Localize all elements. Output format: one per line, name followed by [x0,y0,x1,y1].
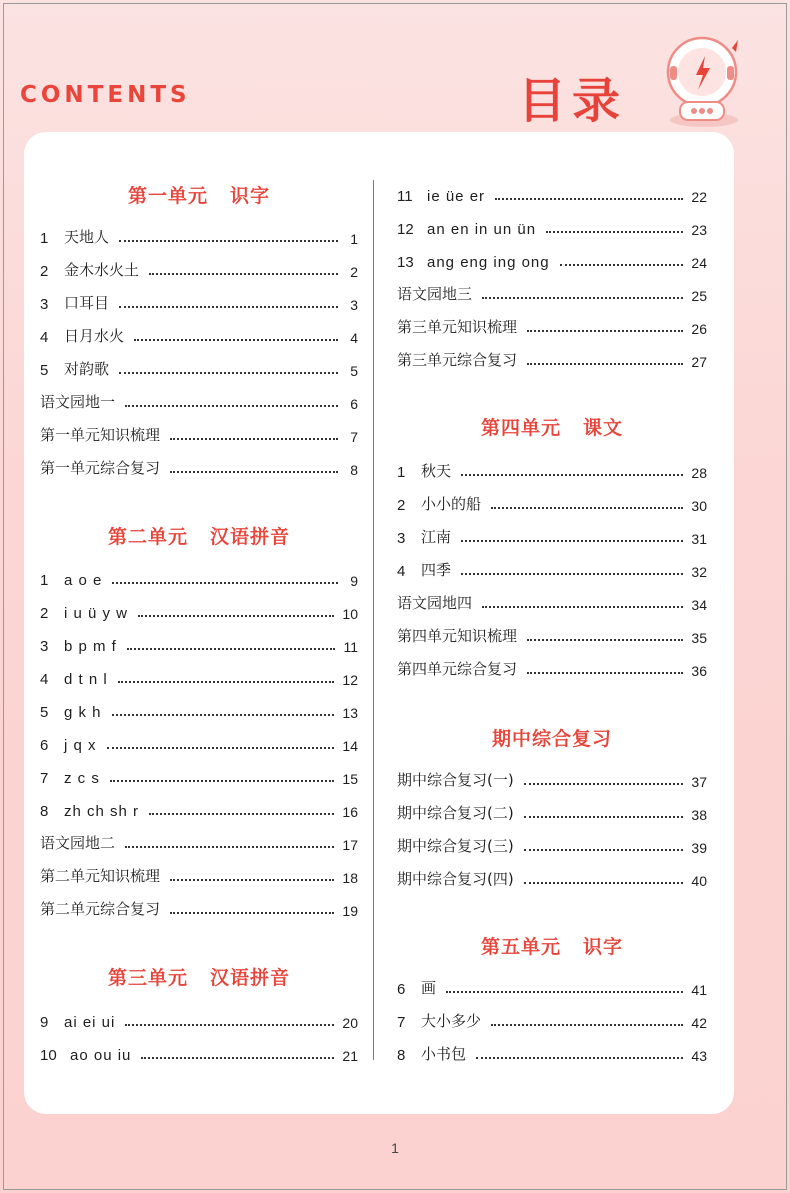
toc-entry[interactable]: 第三单元知识梳理 26 [397,318,707,337]
toc-entry[interactable]: 3 江南 31 [397,528,707,547]
toc-entry[interactable]: 9 ai ei ui 20 [40,1014,358,1031]
toc-entry[interactable]: 10 ao ou iu 21 [40,1047,358,1064]
toc-entry[interactable]: 4 四季 32 [397,561,707,580]
toc-entry[interactable]: 1 a o e 9 [40,572,358,589]
toc-entry[interactable]: 第二单元综合复习 19 [40,900,358,919]
section-title: 第四单元 课文 [480,417,624,439]
toc-entry[interactable]: 1 天地人 1 [40,228,358,247]
toc-entry[interactable]: 期中综合复习(四) 40 [397,870,707,889]
toc-entry[interactable]: 4 日月水火 4 [40,327,358,346]
section-title: 第二单元 汉语拼音 [107,526,291,548]
toc-entry[interactable]: 第一单元知识梳理 7 [40,426,358,445]
toc-entry[interactable]: 第二单元知识梳理 18 [40,867,358,886]
toc-entry[interactable]: 第四单元知识梳理 35 [397,627,707,646]
toc-entry[interactable]: 期中综合复习(二) 38 [397,804,707,823]
toc-entry[interactable]: 5 对韵歌 5 [40,360,358,379]
toc-entry[interactable]: 2 i u ü y w 10 [40,605,358,622]
toc-entry[interactable]: 12 an en in un ün 23 [397,221,707,238]
toc-entry[interactable]: 语文园地四 34 [397,594,707,613]
page-number: 1 [391,1140,399,1156]
left-column [40,0,358,1193]
section-title: 第一单元 识字 [127,185,271,207]
toc-entry[interactable]: 第三单元综合复习 27 [397,351,707,370]
toc-entry[interactable]: 3 口耳目 3 [40,294,358,313]
toc-entry[interactable]: 期中综合复习(三) 39 [397,837,707,856]
toc-entry[interactable]: 语文园地一 6 [40,393,358,412]
toc-entry[interactable]: 11 ie üe er 22 [397,188,707,205]
section-title: 第三单元 汉语拼音 [107,967,291,989]
toc-entry[interactable]: 7 大小多少 42 [397,1012,707,1031]
column-divider [373,180,374,1060]
toc-entry[interactable]: 期中综合复习(一) 37 [397,771,707,790]
toc-entry[interactable]: 3 b p m f 11 [40,638,358,655]
toc-entry[interactable]: 1 秋天 28 [397,462,707,481]
toc-entry[interactable]: 语文园地三 25 [397,285,707,304]
right-column [397,0,707,1193]
section-title: 期中综合复习 [491,728,612,750]
toc-entry[interactable]: 4 d t n l 12 [40,671,358,688]
toc-entry[interactable]: 语文园地二 17 [40,834,358,853]
section-title: 第五单元 识字 [480,936,624,958]
toc-entry[interactable]: 8 小书包 43 [397,1045,707,1064]
toc-entry[interactable]: 5 g k h 13 [40,704,358,721]
contents-chinese-heading: 目录 [518,73,627,129]
toc-entry[interactable]: 第一单元综合复习 8 [40,459,358,478]
toc-entry[interactable]: 8 zh ch sh r 16 [40,803,358,820]
toc-entry[interactable]: 6 画 41 [397,979,707,998]
toc-entry[interactable]: 第四单元综合复习 36 [397,660,707,679]
toc-entry[interactable]: 2 金木水火土 2 [40,261,358,280]
toc-entry[interactable]: 7 z c s 15 [40,770,358,787]
toc-entry[interactable]: 13 ang eng ing ong 24 [397,254,707,271]
toc-entry[interactable]: 2 小小的船 30 [397,495,707,514]
toc-entry[interactable]: 6 j q x 14 [40,737,358,754]
contents-english-heading: CONTENTS [20,82,191,108]
